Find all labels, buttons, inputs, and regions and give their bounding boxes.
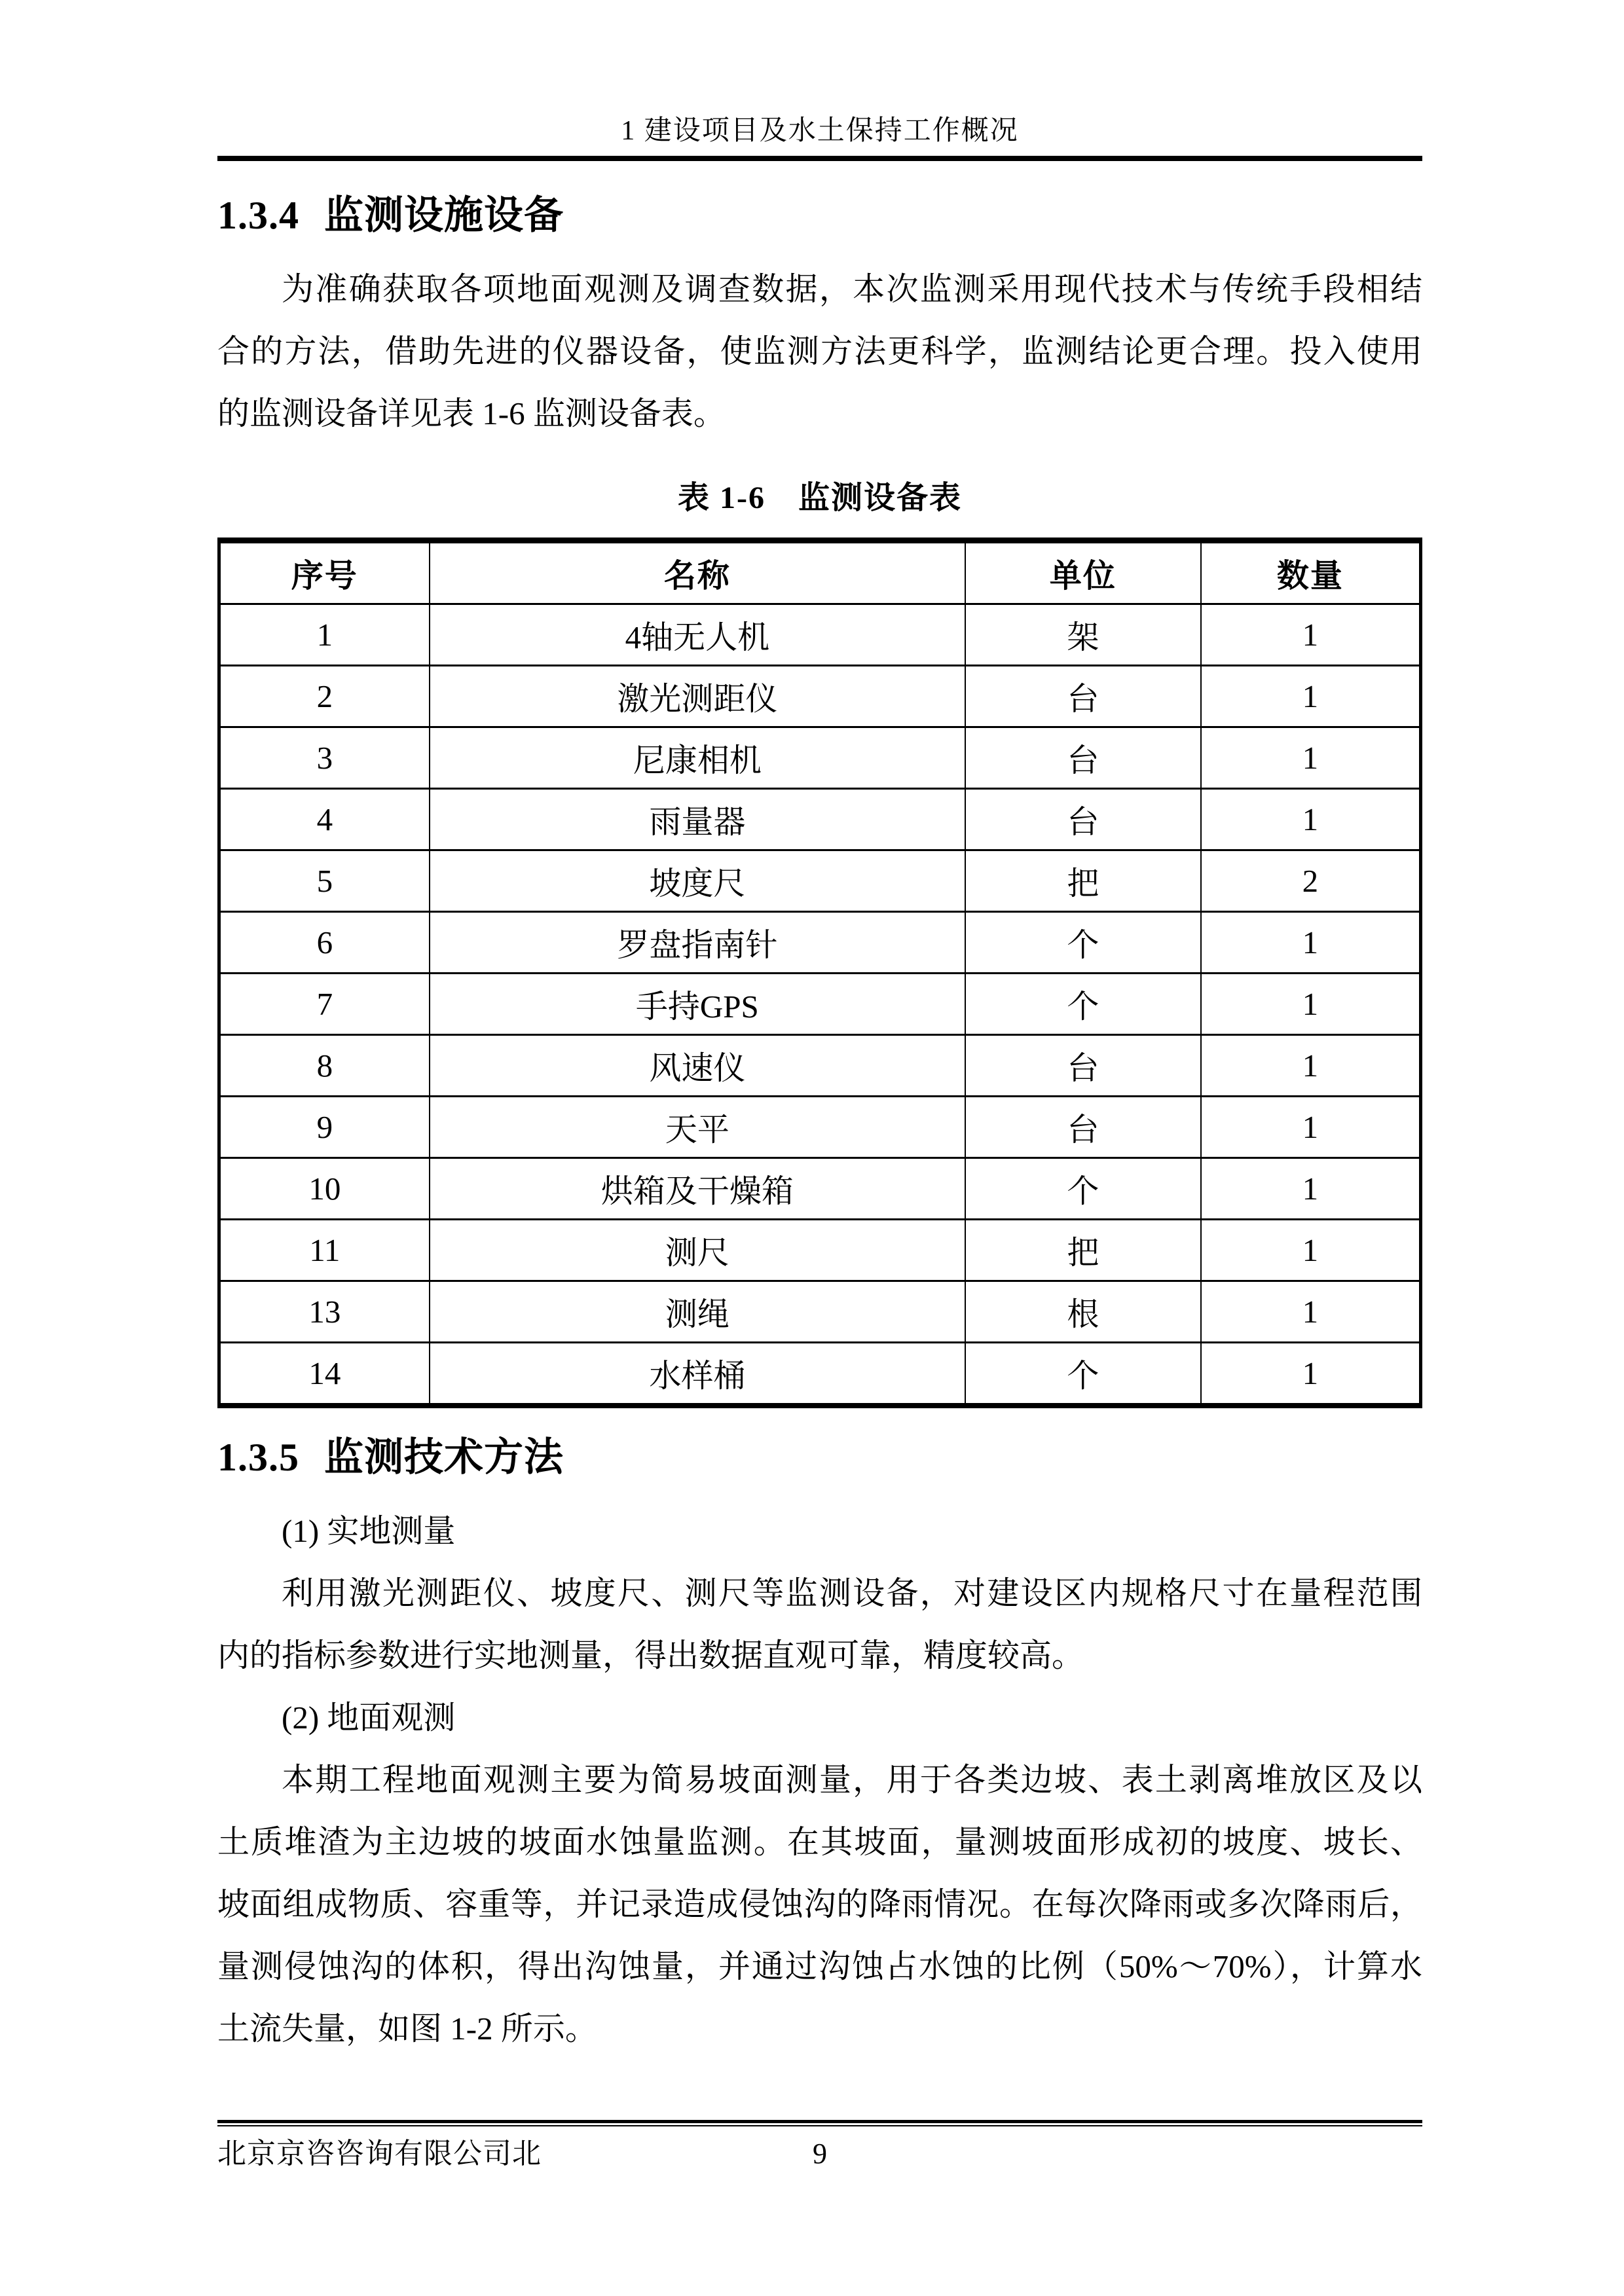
table-cell-quantity: 1 <box>1201 974 1421 1035</box>
paragraph-3-line-2: 土质堆渣为主边坡的坡面水蚀量监测。在其坡面，量测坡面形成初的坡度、坡长、 <box>217 1824 1422 1860</box>
table-row <box>219 974 1421 1035</box>
table-cell-index: 2 <box>219 666 430 727</box>
table-cell-unit: 架 <box>965 604 1201 666</box>
equipment-table-body <box>219 604 1421 1406</box>
table-cell-unit: 把 <box>965 850 1201 912</box>
table-cell-index: 7 <box>219 974 430 1035</box>
table-cell-unit: 个 <box>965 1158 1201 1220</box>
table-cell-quantity: 1 <box>1201 1035 1421 1097</box>
paragraph-2-line-1: 利用激光测距仪、坡度尺、测尺等监测设备，对建设区内规格尺寸在量程范围 <box>282 1575 1422 1611</box>
table-cell-name: 坡度尺 <box>430 850 965 912</box>
section-heading-1-3-5: 1.3.5 监测技术方法 <box>217 1436 564 1479</box>
table-cell-unit: 把 <box>965 1220 1201 1281</box>
page-footer <box>217 2120 1422 2172</box>
equipment-table <box>217 538 1422 1408</box>
footer-company-name: 北京京咨咨询有限公司北 <box>217 2138 542 2170</box>
table-cell-name: 测尺 <box>430 1220 965 1281</box>
column-header-unit: 单位 <box>965 541 1201 604</box>
footer-page-number: 9 <box>813 2138 827 2170</box>
footer-row <box>217 2136 1422 2172</box>
table-cell-quantity: 2 <box>1201 850 1421 912</box>
table-cell-index: 10 <box>219 1158 430 1220</box>
table-row <box>219 666 1421 727</box>
table-cell-name: 罗盘指南针 <box>430 912 965 974</box>
column-header-name: 名称 <box>430 541 965 604</box>
table-cell-unit: 台 <box>965 789 1201 850</box>
column-header-quantity: 数量 <box>1201 541 1421 604</box>
table-cell-unit: 台 <box>965 666 1201 727</box>
paragraph-3-line-3: 坡面组成物质、容重等，并记录造成侵蚀沟的降雨情况。在每次降雨或多次降雨后， <box>217 1886 1422 1922</box>
table-row <box>219 1097 1421 1158</box>
table-cell-index: 4 <box>219 789 430 850</box>
table-cell-unit: 台 <box>965 727 1201 789</box>
table-row <box>219 1035 1421 1097</box>
footer-rule <box>217 2120 1422 2126</box>
table-cell-unit: 根 <box>965 1281 1201 1343</box>
table-cell-quantity: 1 <box>1201 1343 1421 1406</box>
table-row <box>219 1158 1421 1220</box>
table-cell-name: 水样桶 <box>430 1343 965 1406</box>
table-caption: 表 1-6 监测设备表 <box>678 481 962 515</box>
table-cell-unit: 台 <box>965 1035 1201 1097</box>
section-1-3-5-body <box>217 1500 1422 2060</box>
table-cell-unit: 个 <box>965 912 1201 974</box>
table-cell-index: 3 <box>219 727 430 789</box>
table-cell-name: 尼康相机 <box>430 727 965 789</box>
table-row <box>219 727 1421 789</box>
table-header-row <box>219 541 1421 604</box>
table-cell-name: 天平 <box>430 1097 965 1158</box>
paragraph-3-line-4: 量测侵蚀沟的体积，得出沟蚀量，并通过沟蚀占水蚀的比例（50%～70%），计算水 <box>217 1948 1422 1984</box>
running-header-title: 1 建设项目及水土保持工作概况 <box>621 116 1019 146</box>
paragraph-1-line-1: 为准确获取各项地面观测及调查数据，本次监测采用现代技术与传统手段相结 <box>282 271 1422 307</box>
table-cell-index: 1 <box>219 604 430 666</box>
table-row <box>219 1343 1421 1406</box>
table-cell-quantity: 1 <box>1201 666 1421 727</box>
table-cell-quantity: 1 <box>1201 912 1421 974</box>
table-cell-name: 测绳 <box>430 1281 965 1343</box>
table-cell-index: 13 <box>219 1281 430 1343</box>
method-item-1: (1) 实地测量 <box>282 1513 456 1549</box>
table-cell-index: 6 <box>219 912 430 974</box>
table-cell-unit: 个 <box>965 1343 1201 1406</box>
table-cell-index: 9 <box>219 1097 430 1158</box>
paragraph-1 <box>217 258 1422 445</box>
table-cell-quantity: 1 <box>1201 1220 1421 1281</box>
table-row <box>219 789 1421 850</box>
table-cell-name: 4轴无人机 <box>430 604 965 666</box>
method-item-2: (2) 地面观测 <box>282 1700 456 1736</box>
paragraph-2-line-2: 内的指标参数进行实地测量，得出数据直观可靠，精度较高。 <box>217 1637 1084 1673</box>
section-heading-1-3-4: 1.3.4 监测设施设备 <box>217 194 564 237</box>
table-cell-quantity: 1 <box>1201 789 1421 850</box>
table-cell-name: 手持GPS <box>430 974 965 1035</box>
table-cell-quantity: 1 <box>1201 1097 1421 1158</box>
header-rule <box>217 156 1422 161</box>
table-cell-index: 14 <box>219 1343 430 1406</box>
table-cell-index: 11 <box>219 1220 430 1281</box>
table-cell-unit: 个 <box>965 974 1201 1035</box>
table-row <box>219 1220 1421 1281</box>
table-row <box>219 1281 1421 1343</box>
table-cell-quantity: 1 <box>1201 1158 1421 1220</box>
paragraph-1-line-2: 合的方法，借助先进的仪器设备，使监测方法更科学，监测结论更合理。投入使用 <box>217 333 1422 369</box>
table-cell-name: 雨量器 <box>430 789 965 850</box>
column-header-index: 序号 <box>219 541 430 604</box>
table-row <box>219 850 1421 912</box>
table-cell-name: 激光测距仪 <box>430 666 965 727</box>
paragraph-3-line-1: 本期工程地面观测主要为简易坡面测量，用于各类边坡、表土剥离堆放区及以 <box>282 1762 1422 1798</box>
table-cell-name: 风速仪 <box>430 1035 965 1097</box>
table-cell-name: 烘箱及干燥箱 <box>430 1158 965 1220</box>
table-cell-index: 8 <box>219 1035 430 1097</box>
table-row <box>219 912 1421 974</box>
table-cell-index: 5 <box>219 850 430 912</box>
paragraph-1-line-3: 的监测设备详见表 1-6 监测设备表。 <box>217 395 726 431</box>
table-cell-quantity: 1 <box>1201 727 1421 789</box>
table-cell-quantity: 1 <box>1201 1281 1421 1343</box>
paragraph-3-line-5: 土流失量，如图 1-2 所示。 <box>217 2011 597 2047</box>
table-cell-quantity: 1 <box>1201 604 1421 666</box>
table-cell-unit: 台 <box>965 1097 1201 1158</box>
page-content <box>217 0 1422 2060</box>
table-row <box>219 604 1421 666</box>
